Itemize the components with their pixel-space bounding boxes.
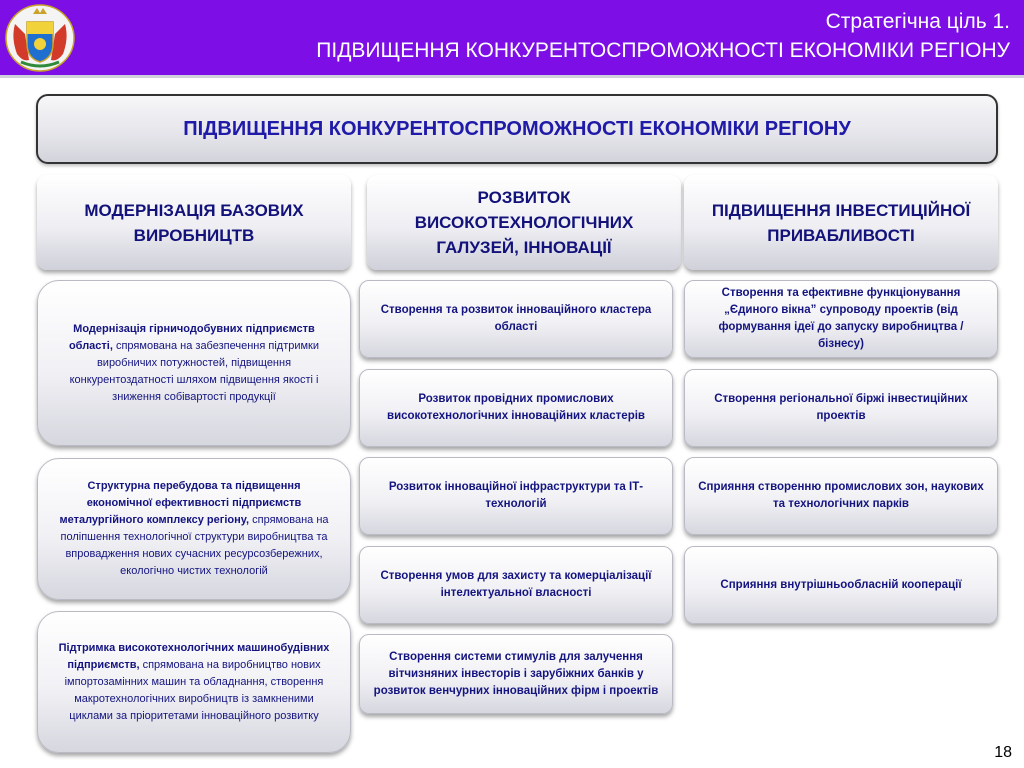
- column-heading-innovation: [367, 175, 681, 270]
- card-normal-text: спрямована на поліпшення технологічної структури виробництва та впровадження нових сучасних ресурсозбережних, екологічно чистих технологій: [60, 514, 329, 577]
- card-text: Створення регіональної біржі інвестиційних проектів: [714, 393, 968, 422]
- card-text: Створення та розвиток інноваційного кластера області: [380, 304, 652, 333]
- card-bold-text: Підтримка високотехнологічних машинобудівних підприємств,: [58, 641, 330, 671]
- card-text: Розвиток провідних промислових високотехнологічних інноваційних кластерів: [387, 393, 645, 422]
- card-text: Розвиток інноваційної інфраструктури та ІТ-технологій: [388, 481, 644, 510]
- right-card-single-window: [684, 280, 998, 358]
- left-card-machinery: [37, 611, 351, 753]
- middle-card-cluster: [359, 280, 673, 358]
- card-normal-text: спрямована на виробництво нових імпортозамінних машин та обладнання, створення макротехнологічних виробництв із замкненими циклами за пріоритетами інноваційного розвитку: [64, 658, 324, 722]
- card-normal-text: спрямована на забезпечення підтримки виробничих потужностей, підвищення конкурентоздатності шляхом підвищення якості і зниження собівартості продукції: [69, 339, 320, 403]
- middle-card-infrastructure: [359, 457, 673, 535]
- right-card-investment-exchange: [684, 369, 998, 447]
- card-text: Сприяння створенню промислових зон, наукових та технологічних парків: [698, 481, 984, 510]
- card-text: Створення умов для захисту та комерціалізації інтелектуальної власності: [380, 570, 652, 599]
- left-card-metallurgy: [37, 458, 351, 600]
- left-card-mining: [37, 280, 351, 446]
- middle-card-intellectual-property: [359, 546, 673, 624]
- card-text: Створення системи стимулів для залучення вітчизняних інвесторів і зарубіжних банків у розвиток венчурних інноваційних фірм і проектів: [373, 650, 659, 697]
- column-heading-text: РОЗВИТОК ВИСОКОТЕХНОЛОГІЧНИХ ГАЛУЗЕЙ, ІННОВАЦІЇ: [414, 188, 634, 257]
- card-bold-text: Структурна перебудова та підвищення економічної ефективності підприємств металургійного комплексу регіону,: [59, 480, 302, 526]
- card-text: Створення та ефективне функціонування „Єдиного вікна” супроводу проектів (від формування ідеї до запуску виробництва / бізнесу): [718, 287, 964, 350]
- column-heading-text: ПІДВИЩЕННЯ ІНВЕСТИЦІЙНОЇ ПРИВАБЛИВОСТІ: [711, 200, 971, 245]
- card-bold-text: Модернізація гірничодобувних підприємств області,: [68, 322, 315, 352]
- right-card-industrial-zones: [684, 457, 998, 535]
- header-divider: [0, 75, 1024, 78]
- column-heading-investment: [684, 175, 998, 270]
- column-heading-text: МОДЕРНІЗАЦІЯ БАЗОВИХ ВИРОБНИЦТВ: [84, 200, 304, 245]
- middle-card-investor-incentives: [359, 634, 673, 714]
- slide-subtitle: Стратегічна ціль 1.: [825, 10, 1010, 33]
- coat-of-arms-logo: [5, 4, 75, 72]
- page-number: 18: [994, 744, 1012, 761]
- slide-title: ПІДВИЩЕННЯ КОНКУРЕНТОСПРОМОЖНОСТІ ЕКОНОМІКИ РЕГІОНУ: [316, 39, 1010, 62]
- card-text: Сприяння внутрішньообласній кооперації: [720, 578, 962, 591]
- middle-card-clusters-development: [359, 369, 673, 447]
- column-heading-modernization: [37, 175, 351, 270]
- goal-banner: [36, 94, 998, 164]
- goal-banner-text: ПІДВИЩЕННЯ КОНКУРЕНТОСПРОМОЖНОСТІ ЕКОНОМІКИ РЕГІОНУ: [183, 117, 851, 140]
- header-band: [0, 0, 1024, 75]
- right-card-cooperation: [684, 546, 998, 624]
